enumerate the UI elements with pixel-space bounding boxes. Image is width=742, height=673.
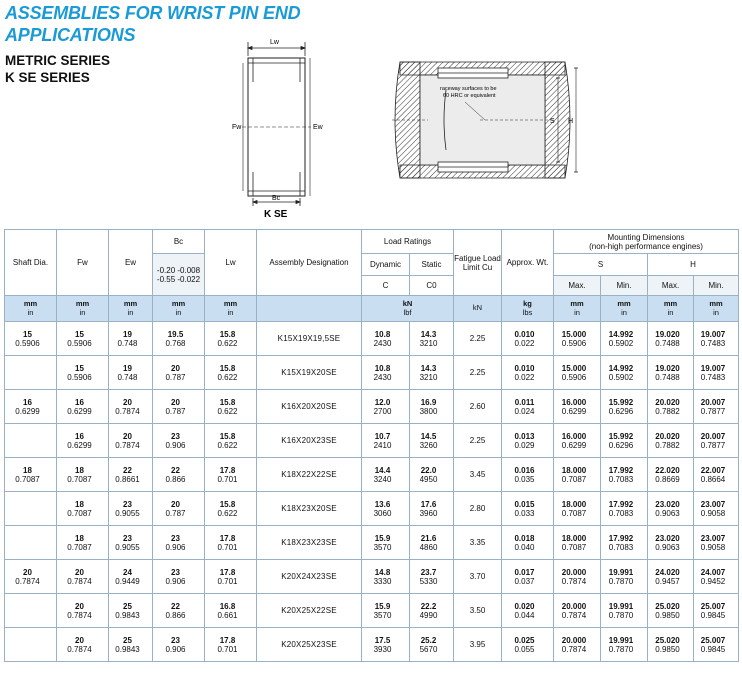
cell-lw: 15.8 0.622 xyxy=(205,356,257,390)
cell-hmax: 23.020 0.9063 xyxy=(648,492,694,526)
cell-c0: 14.3 3210 xyxy=(410,356,454,390)
cell-hmax: 22.020 0.8669 xyxy=(648,458,694,492)
header-ew: Ew xyxy=(109,230,153,296)
cell-fatigue-limit: 3.35 xyxy=(454,526,502,560)
cell-wt: 0.011 0.024 xyxy=(502,390,554,424)
cell-wt: 0.010 0.022 xyxy=(502,322,554,356)
specification-table xyxy=(4,229,739,662)
cell-designation: K16X20X23SE xyxy=(257,424,362,458)
bc-tolerance-1: -0.20 -0.008 xyxy=(156,265,201,275)
assembly-note-line-1: raceway surfaces to be xyxy=(440,86,497,92)
cell-wt: 0.025 0.055 xyxy=(502,628,554,662)
cell-fw: 20 0.7874 xyxy=(57,594,109,628)
cell-lw: 17.8 0.701 xyxy=(205,526,257,560)
cell-shaft xyxy=(5,628,57,662)
cell-designation: K15X19X20SE xyxy=(257,356,362,390)
cell-hmax: 25.020 0.9850 xyxy=(648,594,694,628)
cell-fatigue-limit: 2.25 xyxy=(454,356,502,390)
header-s-max: Max. xyxy=(554,276,601,296)
table-body xyxy=(5,322,739,662)
cell-shaft xyxy=(5,356,57,390)
cell-lw: 16.8 0.661 xyxy=(205,594,257,628)
header-mounting-line-1: Mounting Dimensions xyxy=(607,232,685,242)
cell-ew: 24 0.9449 xyxy=(109,560,153,594)
header-c0: C0 xyxy=(410,276,454,296)
label-s: S xyxy=(550,118,555,125)
header-load-ratings: Load Ratings xyxy=(362,230,454,254)
cell-bc: 23 0.906 xyxy=(153,628,205,662)
cell-smin: 15.992 0.6296 xyxy=(601,390,648,424)
cell-c: 13.6 3060 xyxy=(362,492,410,526)
unit-fatigue: kN xyxy=(454,296,502,322)
cell-wt: 0.013 0.029 xyxy=(502,424,554,458)
cell-smin: 19.991 0.7870 xyxy=(601,560,648,594)
series-heading xyxy=(5,52,110,86)
cell-wt: 0.016 0.035 xyxy=(502,458,554,492)
unit-bc: mm in xyxy=(153,296,205,322)
units-row xyxy=(5,296,739,322)
cell-c: 10.7 2410 xyxy=(362,424,410,458)
header-fatigue: Fatigue Load Limit Cu xyxy=(454,230,502,296)
cell-smax: 20.000 0.7874 xyxy=(554,560,601,594)
table-row xyxy=(5,594,739,628)
header-designation: Assembly Designation xyxy=(257,230,362,296)
cell-shaft xyxy=(5,492,57,526)
cell-smax: 20.000 0.7874 xyxy=(554,628,601,662)
table-row xyxy=(5,356,739,390)
header-mounting-line-2: (non-high performance engines) xyxy=(589,241,703,251)
cell-smax: 16.000 0.6299 xyxy=(554,390,601,424)
cell-smax: 18.000 0.7087 xyxy=(554,492,601,526)
cell-c: 15.9 3570 xyxy=(362,594,410,628)
cell-hmax: 25.020 0.9850 xyxy=(648,628,694,662)
cell-smax: 15.000 0.5906 xyxy=(554,356,601,390)
cell-fatigue-limit: 2.60 xyxy=(454,390,502,424)
unit-s-min: mm in xyxy=(601,296,648,322)
cell-c0: 21.6 4860 xyxy=(410,526,454,560)
cell-designation: K18X23X20SE xyxy=(257,492,362,526)
cell-smax: 20.000 0.7874 xyxy=(554,594,601,628)
cell-wt: 0.017 0.037 xyxy=(502,560,554,594)
cell-fatigue-limit: 3.70 xyxy=(454,560,502,594)
header-bc-tolerance xyxy=(153,254,205,296)
cell-lw: 15.8 0.622 xyxy=(205,492,257,526)
cell-bc: 23 0.906 xyxy=(153,560,205,594)
header-h: H xyxy=(648,254,739,276)
cell-bc: 23 0.906 xyxy=(153,526,205,560)
cell-c0: 25.2 5670 xyxy=(410,628,454,662)
cell-shaft xyxy=(5,594,57,628)
cell-smin: 14.992 0.5902 xyxy=(601,322,648,356)
assembly-note-line-2: 60 HRC or equivalent xyxy=(443,93,496,99)
cell-shaft: 20 0.7874 xyxy=(5,560,57,594)
cell-fw: 18 0.7087 xyxy=(57,526,109,560)
cell-hmin: 22.007 0.8664 xyxy=(694,458,739,492)
unit-designation xyxy=(257,296,362,322)
cell-bc: 20 0.787 xyxy=(153,356,205,390)
cell-lw: 17.8 0.701 xyxy=(205,560,257,594)
header-h-min: Min. xyxy=(694,276,739,296)
title-line-1: ASSEMBLIES FOR WRIST PIN END xyxy=(5,3,301,23)
cell-smax: 18.000 0.7087 xyxy=(554,526,601,560)
cell-c: 15.9 3570 xyxy=(362,526,410,560)
cell-ew: 19 0.748 xyxy=(109,322,153,356)
header-static: Static xyxy=(410,254,454,276)
cell-c0: 16.9 3800 xyxy=(410,390,454,424)
unit-lw: mm in xyxy=(205,296,257,322)
cell-c: 10.8 2430 xyxy=(362,356,410,390)
cell-designation: K20X24X23SE xyxy=(257,560,362,594)
table-row xyxy=(5,458,739,492)
cell-hmax: 20.020 0.7882 xyxy=(648,390,694,424)
cell-bc: 20 0.787 xyxy=(153,492,205,526)
kse-bearing-diagram xyxy=(218,30,338,220)
cell-fw: 20 0.7874 xyxy=(57,628,109,662)
header-s: S xyxy=(554,254,648,276)
cell-wt: 0.018 0.040 xyxy=(502,526,554,560)
cell-ew: 22 0.8661 xyxy=(109,458,153,492)
cell-shaft: 15 0.5906 xyxy=(5,322,57,356)
cell-hmin: 24.007 0.9452 xyxy=(694,560,739,594)
cell-shaft: 18 0.7087 xyxy=(5,458,57,492)
cell-c0: 22.2 4990 xyxy=(410,594,454,628)
cell-fw: 18 0.7087 xyxy=(57,492,109,526)
cell-fatigue-limit: 2.80 xyxy=(454,492,502,526)
cell-c0: 17.6 3960 xyxy=(410,492,454,526)
cell-ew: 20 0.7874 xyxy=(109,424,153,458)
cell-hmax: 23.020 0.9063 xyxy=(648,526,694,560)
cell-ew: 25 0.9843 xyxy=(109,594,153,628)
cell-designation: K16X20X20SE xyxy=(257,390,362,424)
cell-hmin: 19.007 0.7483 xyxy=(694,322,739,356)
cell-fw: 15 0.5906 xyxy=(57,356,109,390)
cell-c: 17.5 3930 xyxy=(362,628,410,662)
cell-hmin: 23.007 0.9058 xyxy=(694,492,739,526)
cell-shaft: 16 0.6299 xyxy=(5,390,57,424)
cell-lw: 15.8 0.622 xyxy=(205,390,257,424)
cell-lw: 17.8 0.701 xyxy=(205,458,257,492)
table-row xyxy=(5,526,739,560)
cell-ew: 20 0.7874 xyxy=(109,390,153,424)
cell-fw: 20 0.7874 xyxy=(57,560,109,594)
label-lw: Lw xyxy=(270,39,279,46)
header-fw: Fw xyxy=(57,230,109,296)
cell-smin: 17.992 0.7083 xyxy=(601,526,648,560)
title-line-2: APPLICATIONS xyxy=(5,25,136,45)
header-shaft: Shaft Dia. xyxy=(5,230,57,296)
table-row xyxy=(5,560,739,594)
header-weight: Approx. Wt. xyxy=(502,230,554,296)
cell-smax: 16.000 0.6299 xyxy=(554,424,601,458)
cell-smin: 17.992 0.7083 xyxy=(601,458,648,492)
header-dynamic: Dynamic xyxy=(362,254,410,276)
cell-c0: 14.3 3210 xyxy=(410,322,454,356)
cell-smax: 15.000 0.5906 xyxy=(554,322,601,356)
cell-bc: 23 0.906 xyxy=(153,424,205,458)
table-row xyxy=(5,424,739,458)
cell-designation: K18X22X22SE xyxy=(257,458,362,492)
cell-bc: 19.5 0.768 xyxy=(153,322,205,356)
assembly-diagram xyxy=(380,40,585,200)
label-bc: Bc xyxy=(272,195,281,202)
series-line-1: METRIC SERIES xyxy=(5,53,111,68)
header-s-min: Min. xyxy=(601,276,648,296)
cell-hmax: 19.020 0.7488 xyxy=(648,322,694,356)
cell-bc: 20 0.787 xyxy=(153,390,205,424)
cell-c0: 14.5 3260 xyxy=(410,424,454,458)
cell-smin: 17.992 0.7083 xyxy=(601,492,648,526)
cell-ew: 19 0.748 xyxy=(109,356,153,390)
cell-fatigue-limit: 3.95 xyxy=(454,628,502,662)
cell-lw: 17.8 0.701 xyxy=(205,628,257,662)
unit-fw: mm in xyxy=(57,296,109,322)
cell-hmin: 23.007 0.9058 xyxy=(694,526,739,560)
series-line-2: K SE SERIES xyxy=(5,70,90,85)
cell-hmin: 19.007 0.7483 xyxy=(694,356,739,390)
cell-designation: K20X25X22SE xyxy=(257,594,362,628)
cell-smin: 15.992 0.6296 xyxy=(601,424,648,458)
cell-hmin: 25.007 0.9845 xyxy=(694,628,739,662)
cell-fatigue-limit: 2.25 xyxy=(454,424,502,458)
cell-hmin: 25.007 0.9845 xyxy=(694,594,739,628)
cell-shaft xyxy=(5,424,57,458)
cell-wt: 0.015 0.033 xyxy=(502,492,554,526)
cell-fw: 15 0.5906 xyxy=(57,322,109,356)
cell-smax: 18.000 0.7087 xyxy=(554,458,601,492)
cell-lw: 15.8 0.622 xyxy=(205,424,257,458)
cell-shaft xyxy=(5,526,57,560)
header-h-max: Max. xyxy=(648,276,694,296)
cell-fw: 16 0.6299 xyxy=(57,424,109,458)
cell-hmax: 19.020 0.7488 xyxy=(648,356,694,390)
cell-smin: 19.991 0.7870 xyxy=(601,594,648,628)
header-c: C xyxy=(362,276,410,296)
cell-c0: 23.7 5330 xyxy=(410,560,454,594)
diagram-caption: K SE xyxy=(264,209,288,220)
table-row xyxy=(5,628,739,662)
cell-c0: 22.0 4950 xyxy=(410,458,454,492)
header-lw: Lw xyxy=(205,230,257,296)
cell-ew: 23 0.9055 xyxy=(109,492,153,526)
bc-tolerance-2: -0.55 -0.022 xyxy=(156,274,201,284)
cell-lw: 15.8 0.622 xyxy=(205,322,257,356)
table-row xyxy=(5,492,739,526)
cell-designation: K20X25X23SE xyxy=(257,628,362,662)
cell-fw: 18 0.7087 xyxy=(57,458,109,492)
unit-ew: mm in xyxy=(109,296,153,322)
cell-fatigue-limit: 3.50 xyxy=(454,594,502,628)
cell-c: 14.4 3240 xyxy=(362,458,410,492)
table-row xyxy=(5,322,739,356)
cell-bc: 22 0.866 xyxy=(153,458,205,492)
cell-designation: K15X19X19,5SE xyxy=(257,322,362,356)
label-ew: Ew xyxy=(313,124,323,131)
cell-c: 10.8 2430 xyxy=(362,322,410,356)
cell-smin: 19.991 0.7870 xyxy=(601,628,648,662)
unit-weight: kg lbs xyxy=(502,296,554,322)
cell-designation: K18X23X23SE xyxy=(257,526,362,560)
header-mounting xyxy=(554,230,739,254)
cell-hmin: 20.007 0.7877 xyxy=(694,424,739,458)
cell-wt: 0.020 0.044 xyxy=(502,594,554,628)
unit-h-min: mm in xyxy=(694,296,739,322)
label-h: H xyxy=(568,118,574,125)
cell-fatigue-limit: 2.25 xyxy=(454,322,502,356)
cell-fw: 16 0.6299 xyxy=(57,390,109,424)
header-bc: Bc xyxy=(153,230,205,254)
cell-wt: 0.010 0.022 xyxy=(502,356,554,390)
table-row xyxy=(5,390,739,424)
cell-ew: 25 0.9843 xyxy=(109,628,153,662)
cell-smin: 14.992 0.5902 xyxy=(601,356,648,390)
cell-fatigue-limit: 3.45 xyxy=(454,458,502,492)
cell-bc: 22 0.866 xyxy=(153,594,205,628)
cell-c: 14.8 3330 xyxy=(362,560,410,594)
unit-shaft: mm in xyxy=(5,296,57,322)
unit-load: kN lbf xyxy=(362,296,454,322)
cell-ew: 23 0.9055 xyxy=(109,526,153,560)
cell-hmax: 24.020 0.9457 xyxy=(648,560,694,594)
label-fw: Fw xyxy=(232,124,242,131)
cell-c: 12.0 2700 xyxy=(362,390,410,424)
cell-hmin: 20.007 0.7877 xyxy=(694,390,739,424)
unit-h-max: mm in xyxy=(648,296,694,322)
cell-hmax: 20.020 0.7882 xyxy=(648,424,694,458)
unit-s-max: mm in xyxy=(554,296,601,322)
